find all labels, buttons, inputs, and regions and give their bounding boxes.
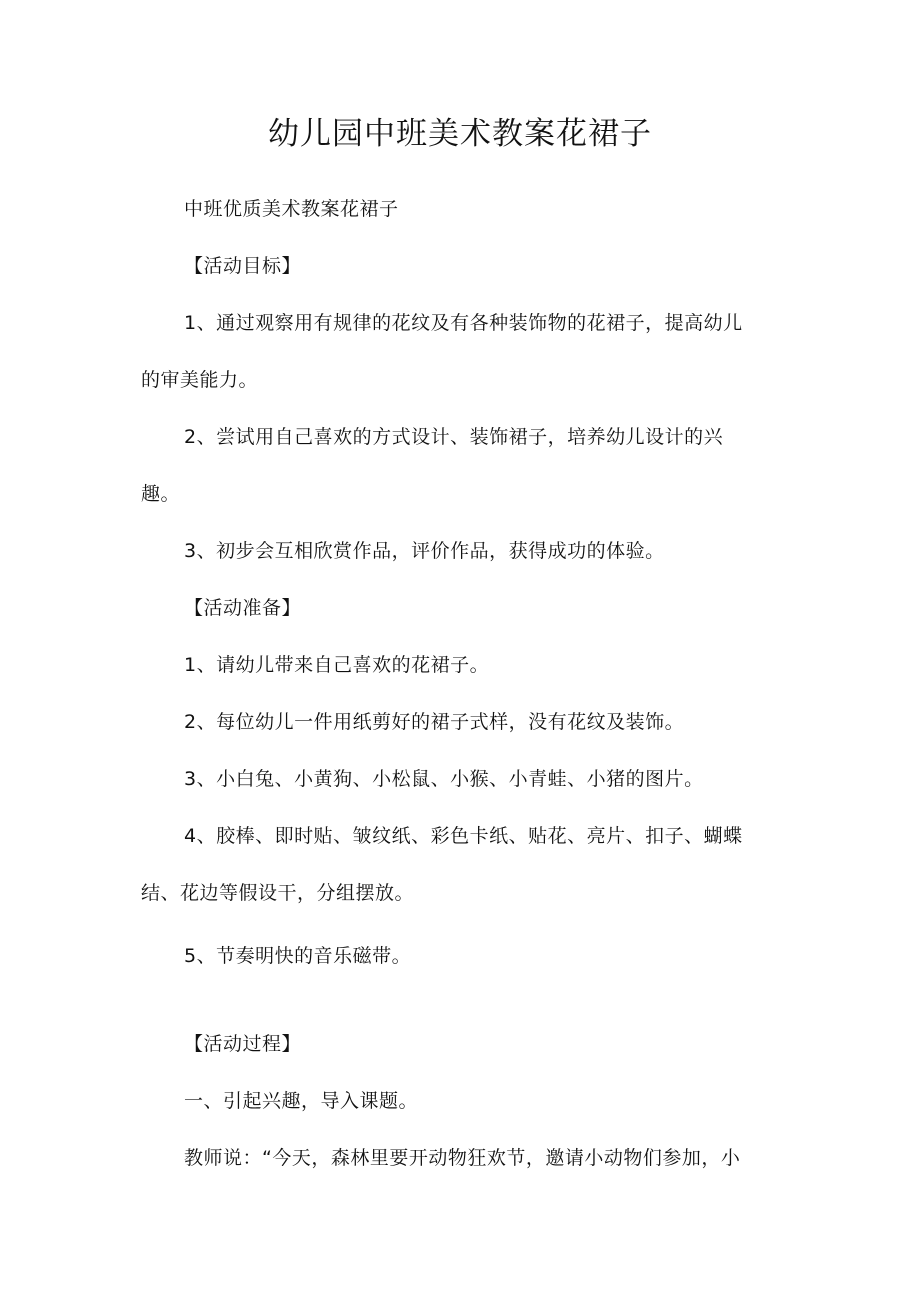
preparation-1-line: 1、请幼儿带来自己喜欢的花裙子。 bbox=[184, 654, 490, 676]
goal-1-line-1: 1、通过观察用有规律的花纹及有各种装饰物的花裙子，提高幼儿 bbox=[184, 312, 743, 334]
section-heading-goals: 【活动目标】 bbox=[184, 255, 302, 277]
preparation-3-line: 3、小白兔、小黄狗、小松鼠、小猴、小青蛙、小猪的图片。 bbox=[184, 768, 704, 790]
subtitle-line: 中班优质美术教案花裙子 bbox=[184, 198, 399, 220]
goal-1-line-2: 的审美能力。 bbox=[141, 369, 259, 391]
goal-2-line-1: 2、尝试用自己喜欢的方式设计、装饰裙子，培养幼儿设计的兴 bbox=[184, 426, 724, 448]
preparation-5-line: 5、节奏明快的音乐磁带。 bbox=[184, 945, 412, 967]
teacher-speech-line: 教师说：“今天，森林里要开动物狂欢节，邀请小动物们参加，小 bbox=[184, 1147, 741, 1169]
goal-3-line: 3、初步会互相欣赏作品，评价作品，获得成功的体验。 bbox=[184, 540, 665, 562]
document-title: 幼儿园中班美术教案花裙子 bbox=[268, 116, 652, 152]
section-heading-preparation: 【活动准备】 bbox=[184, 597, 302, 619]
preparation-2-line: 2、每位幼儿一件用纸剪好的裙子式样，没有花纹及装饰。 bbox=[184, 711, 685, 733]
section-heading-process: 【活动过程】 bbox=[184, 1033, 302, 1055]
preparation-4-line-2: 结、花边等假设干，分组摆放。 bbox=[141, 882, 415, 904]
goal-2-line-2: 趣。 bbox=[141, 483, 181, 505]
preparation-4-line-1: 4、胶棒、即时贴、皱纹纸、彩色卡纸、贴花、亮片、扣子、蝴蝶 bbox=[184, 825, 743, 847]
process-step-1-line: 一、引起兴趣，导入课题。 bbox=[184, 1090, 419, 1112]
